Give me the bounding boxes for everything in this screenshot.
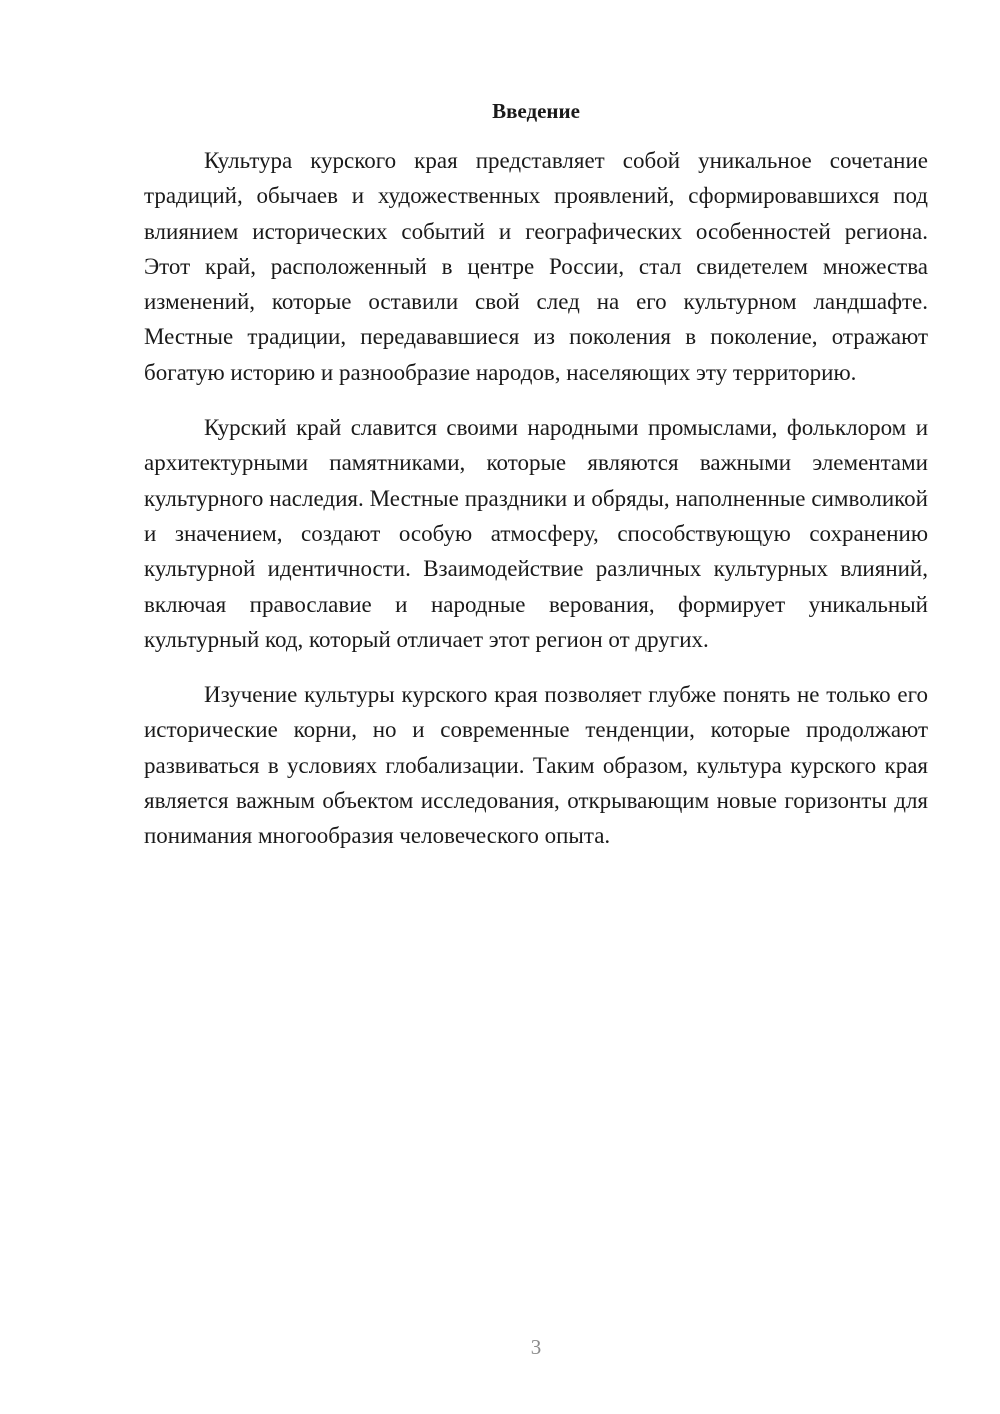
paragraph-3: Изучение культуры курского края позволяет глубже понять не только его исторические корни, но и современные тенденции, которые продолжают развиваться в условиях глобализации. Таким образом, культура курского края является важным объектом исследования, открывающим новые горизонты для понимания многообразия человеческого опыта.	[144, 682, 928, 849]
paragraph-1: Культура курского края представляет собой уникальное сочетание традиций, обычаев и художественных проявлений, сформировавшихся под влиянием исторических событий и географических особенностей региона. Этот край, расположенный в центре России, стал свидетелем множества изменений, которые оставили свой след на его культурном ландшафте. Местные традиции, передававшиеся из поколения в поколение, отражают богатую историю и разнообразие народов, населяющих эту территорию.	[144, 148, 928, 385]
body-text	[144, 143, 928, 874]
section-heading: Введение	[492, 99, 580, 123]
paragraph-2: Курский край славится своими народными промыслами, фольклором и архитектурными памятниками, которые являются важными элементами культурного наследия. Местные праздники и обряды, наполненные символикой и значением, создают особую атмосферу, способствующую сохранению культурной идентичности. Взаимодействие различных культурных влияний, включая православие и народные верования, формирует уникальный культурный код, который отличает этот регион от других.	[144, 415, 928, 652]
page-number: 3	[530, 1335, 542, 1359]
